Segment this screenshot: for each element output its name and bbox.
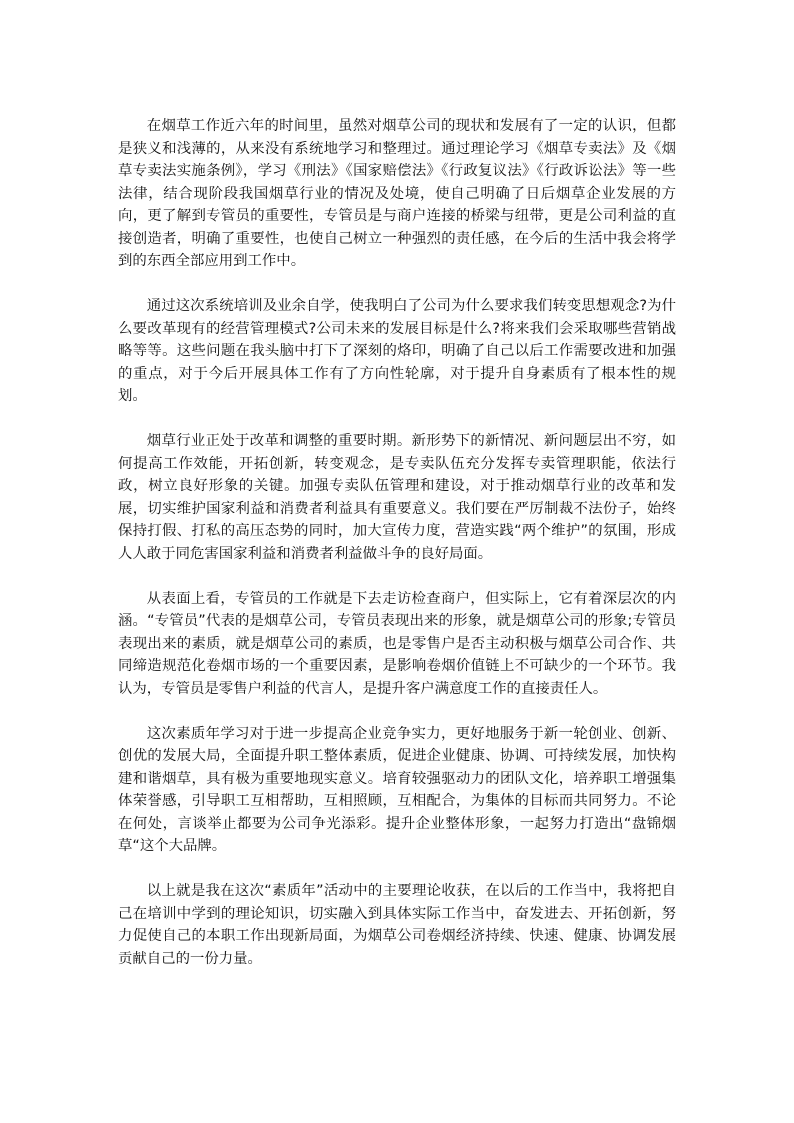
paragraph-2: 通过这次系统培训及业余自学，使我明白了公司为什么要求我们转变思想观念?为什么要改革现有的经营管理模式?公司未来的发展目标是什么?将来我们会采取哪些营销战略等等。这些问题在我头脑中打下了深刻的烙印，明确了自己以后工作需要改进和加强的重点，对于今后开展具体工作有了方向性轮廓，对于提升自身素质有了根本性的规划。 (118, 298, 676, 404)
paragraph-3: 烟草行业正处于改革和调整的重要时期。新形势下的新情况、新问题层出不穷，如何提高工作效能，开拓创新，转变观念，是专卖队伍充分发挥专卖管理职能，依法行政，树立良好形象的关键。加强专卖队伍管理和建设，对于推动烟草行业的改革和发展，切实维护国家利益和消费者利益具有重要意义。我们要在严厉制裁不法份子，始终保持打假、打私的高压态势的同时，加大宣传力度，营造实践“两个维护”的氛围，形成人人敢于同危害国家利益和消费者利益做斗争的良好局面。 (118, 433, 676, 562)
paragraph-6: 以上就是我在这次“素质年”活动中的主要理论收获，在以后的工作当中，我将把自己在培训中学到的理论知识，切实融入到具体实际工作当中，奋发进去、开拓创新，努力促使自己的本职工作出现新局面，为烟草公司卷烟经济持续、快速、健康、协调发展贡献自己的一份力量。 (118, 883, 676, 967)
paragraph-4: 从表面上看，专管员的工作就是下去走访检查商户，但实际上，它有着深层次的内涵。“专管员”代表的是烟草公司，专管员表现出来的形象，就是烟草公司的形象;专管员表现出来的素质，就是烟草公司的素质，也是零售户是否主动积极与烟草公司合作、共同缔造规范化卷烟市场的一个重要因素，是影响卷烟价值链上不可缺少的一个环节。我认为，专管员是零售户利益的代言人，是提升客户满意度工作的直接责任人。 (118, 590, 676, 697)
document-body (118, 115, 676, 993)
paragraph-1: 在烟草工作近六年的时间里，虽然对烟草公司的现状和发展有了一定的认识，但都是狭义和浅薄的，从来没有系统地学习和整理过。通过理论学习《烟草专卖法》及《烟草专卖法实施条例》，学习《刑法》《国家赔偿法》《行政复议法》《行政诉讼法》等一些法律，结合现阶段我国烟草行业的情况及处境，使自己明确了日后烟草企业发展的方向，更了解到专管员的重要性，专管员是与商户连接的桥梁与纽带，更是公司利益的直接创造者，明确了重要性，也使自己树立一种强烈的责任感，在今后的生活中我会将学到的东西全部应用到工作中。 (118, 118, 676, 269)
paragraph-5: 这次素质年学习对于进一步提高企业竞争实力，更好地服务于新一轮创业、创新、创优的发展大局，全面提升职工整体素质，促进企业健康、协调、可持续发展，加快构建和谐烟草，具有极为重要地现实意义。培育较强驱动力的团队文化，培养职工增强集体荣誉感，引导职工互相帮助，互相照顾，互相配合，为集体的目标而共同努力。不论在何处，言谈举止都要为公司争光添彩。提升企业整体形象，一起努力打造出“盘锦烟草“这个大品牌。 (118, 725, 676, 854)
